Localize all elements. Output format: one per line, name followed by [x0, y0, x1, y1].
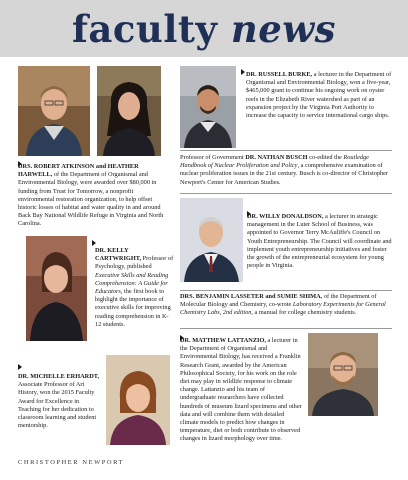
divider [180, 290, 392, 291]
photo-burke [180, 66, 236, 148]
news-item-erhardt: DR. MICHELLE ERHARDT, Associate Professor of Art History, won the 2015 Faculty Award for Excellence in Teaching for her dedication to classroom learning and student mentorship. [18, 373, 100, 430]
photo-harwell [97, 66, 161, 156]
page-title: faculty news [72, 7, 336, 51]
photo-erhardt [106, 355, 170, 445]
news-item-lasseter-shima: DRS. BENJAMIN LASSETER and SUMIE SHIMA, of the Department of Molecular Biology and Chemistry, co-wrote Laboratory Experiments for General Chemistry Labs, 2nd edition, a manual for college chemistry students. [180, 293, 386, 317]
divider [180, 328, 392, 329]
divider [180, 193, 392, 194]
news-item-cartwright: DR. KELLY CARTWRIGHT, Professor of Psychology, published Executive Skills and Reading Comprehension: A Guide for Educators, the first book to highlight the importance of executive skills for improving reading comprehension in K-12 students. [95, 247, 174, 328]
photo-lattanzio [308, 333, 378, 416]
item-marker-arrow [92, 240, 96, 246]
photo-cartwright [26, 236, 87, 341]
item-marker-arrow [18, 364, 22, 370]
news-item-busch: Professor of Government DR. NATHAN BUSCH co-edited the Routledge Handbook of Nuclear Proliferation and Policy, a comprehensive examination of nuclear proliferation issues in the 21st century. Busch is co-director of Christopher Newport's Center for American Studies. [180, 154, 389, 186]
news-item-donaldson: DR. WILLY DONALDSON, a lecturer in strategic management in the Luter School of Business, was appointed to Governor Terry McAuliffe's Council on Youth Entrepreneurship. The Council will coordinate and implement youth entrepreneurship initiatives and foster the growth of the entrepreneurial ecosystem for young people in Virginia. [247, 213, 392, 270]
divider [180, 150, 392, 151]
photo-donaldson [180, 198, 243, 282]
news-item-atkinson-harwell: DRS. ROBERT ATKINSON and HEATHER HARWELL, of the Department of Organismal and Environmental Biology, were awarded over $80,000 in funding from Trust for Tomorrow, a nonprofit environmental restoration organization, to help offset historic losses of habitat and water quality in and around Back Bay National Wildlife Refuge in Virginia and North Carolina. [18, 163, 164, 228]
news-item-lattanzio: DR. MATTHEW LATTANZIO, a lecturer in the Department of Organismal and Environmental Biology, has received a Franklin Research Grant, awarded by the American Philosophical Society, for his work on the role diet may play in wildlife response to climate change. Lattanzio and his team of undergraduate researchers have collected hundreds of museum lizard specimens and other data and will combine them with detailed climate models to predict how changes in temperature, diet or both contribute to observed changes in lizard morphology over time. [180, 337, 302, 443]
photo-atkinson [18, 66, 90, 156]
footer-brand: CHRISTOPHER NEWPORT [18, 459, 125, 466]
item-marker-arrow [241, 69, 245, 75]
news-item-burke: DR. RUSSELL BURKE, a lecturer in the Department of Organismal and Environmental Biology, won a five-year, $465,000 grant to continue his ongoing work on oyster reefs in the Elizabeth River watershed as part of an expansion project by the Virginia Port Authority to increase the capacity to service international cargo ships. [246, 71, 392, 120]
